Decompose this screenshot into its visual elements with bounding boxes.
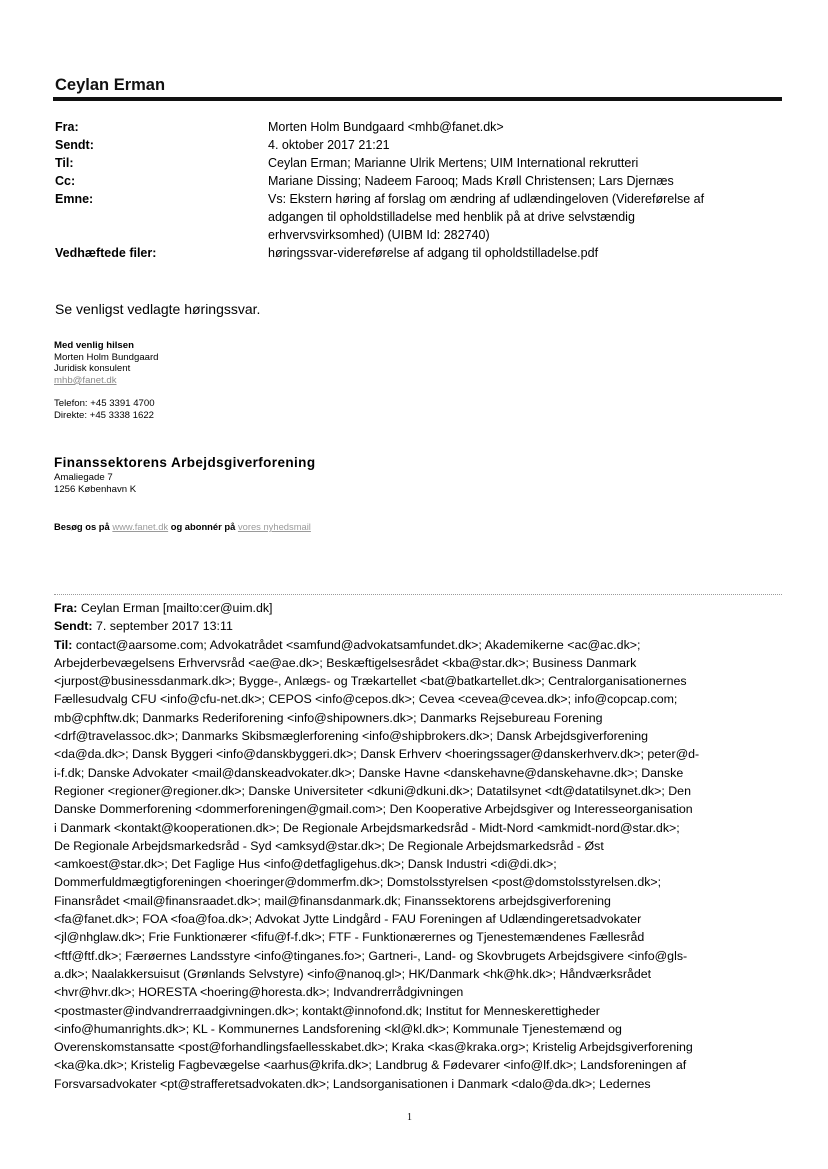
org-name: Finanssektorens Arbejdsgiverforening [54, 455, 316, 470]
orig-sent-label: Sendt: [54, 619, 93, 634]
recipient-line: <hvr@hvr.dk>; HORESTA <hoering@horesta.dk>; Indvandrerrådgivningen [54, 985, 464, 1000]
separator [54, 594, 782, 595]
newsletter-link[interactable]: vores nyhedsmail [237, 521, 311, 532]
signature-greeting: Med venlig hilsen [54, 340, 134, 351]
subject-label: Emne: [55, 192, 94, 206]
orig-sent-line [54, 617, 780, 635]
recipient-line: i Danmark <kontakt@kooperationen.dk>; De Regionale Arbejdsmarkedsråd - Midt-Nord <amkmidt-nord@star.dk>; [54, 820, 680, 835]
sent-value: 4. oktober 2017 21:21 [268, 138, 390, 152]
recipient-line: Regioner <regioner@regioner.dk>; Danske Universiteter <dkuni@dkuni.dk>; Datatilsynet <dt@datatilsynet.dk>; Den [54, 783, 691, 798]
orig-to-line [54, 636, 780, 654]
original-message [54, 599, 780, 1093]
recipient-line: <amkoest@star.dk>; Det Faglige Hus <info@detfagligehus.dk>; Dansk Industri <di@di.dk>; [54, 857, 557, 872]
signature-phone: Telefon: +45 3391 4700 [54, 398, 155, 410]
cc-value: Mariane Dissing; Nadeem Farooq; Mads Krøll Christensen; Lars Djernæs [268, 174, 674, 188]
from-label: Fra: [55, 120, 79, 134]
visit-middle: og abonnér på [170, 521, 236, 532]
recipient-line: <fa@fanet.dk>; FOA <foa@foa.dk>; Advokat Jytte Lindgård - FAU Foreningen af Udlændingeretsadvokater [54, 912, 642, 927]
recipient-line: <da@da.dk>; Dansk Byggeri <info@danskbyggeri.dk>; Dansk Erhverv <hoeringssager@danskerhverv.dk>; peter@d- [54, 747, 700, 762]
recipient-line: Danske Dommerforening <dommerforeningen@gmail.com>; Den Kooperative Arbejdsgiver og Interesseorganisation [54, 802, 693, 817]
header-row-sent [55, 136, 782, 154]
signature [54, 340, 159, 422]
website-link[interactable]: www.fanet.dk [112, 521, 169, 532]
visit-line [54, 521, 311, 532]
recipient-line: <jurpost@businessdanmark.dk>; Bygge-, Anlægs- og Trækartellet <bat@batkartellet.dk>; Centralorganisationernes [54, 674, 687, 689]
org-street: Amaliegade 7 [54, 472, 113, 483]
header-row-attachments [55, 244, 782, 262]
to-value: Ceylan Erman; Marianne Ulrik Mertens; UIM International rekrutteri [268, 156, 639, 170]
title-divider [53, 97, 782, 101]
recipient-line: <info@humanrights.dk>; KL - Kommunernes Landsforening <kl@kl.dk>; Kommunale Tjenestemænd og [54, 1021, 622, 1036]
orig-from-value: Ceylan Erman [mailto:cer@uim.dk] [80, 601, 273, 615]
visit-prefix: Besøg os på [54, 521, 110, 532]
header-row-cc [55, 172, 782, 190]
email-header [55, 118, 782, 262]
to-label: Til: [55, 156, 74, 170]
recipient-line: De Regionale Arbejdsmarkedsråd - Syd <amksyd@star.dk>; De Regionale Arbejdsmarkedsråd - Øst [54, 838, 604, 853]
recipient-line: Fællesudvalg CFU <info@cfu-net.dk>; CEPOS <info@cepos.dk>; Cevea <cevea@cevea.dk>; info@copcap.com; [54, 692, 678, 707]
from-value: Morten Holm Bundgaard <mhb@fanet.dk> [268, 120, 504, 134]
recipient-line: <ftf@ftf.dk>; Færøernes Landsstyre <info@tinganes.fo>; Gartneri-, Land- og Skovbrugets Arbejdsgivere <info@gls- [54, 948, 688, 963]
page-title: Ceylan Erman [55, 76, 166, 94]
orig-sent-value: 7. september 2017 13:11 [96, 619, 233, 634]
orig-from-line [54, 599, 780, 617]
header-row-to [55, 154, 782, 172]
header-row-subject [55, 190, 782, 244]
recipient-line: <jl@nhglaw.dk>; Frie Funktionærer <fifu@f-f.dk>; FTF - Funktionærernes og Tjenestemændenes Fællesråd [54, 930, 645, 945]
recipient-line: <ka@ka.dk>; Kristelig Fagbevægelse <aarhus@krifa.dk>; Landbrug & Fødevarer <info@lf.dk>; Landsforeningen af [54, 1058, 687, 1073]
recipient-line: Overenskomstansatte <post@forhandlingsfaellesskabet.dk>; Kraka <kas@kraka.org>; Kristelig Arbejdsgiverforening [54, 1040, 693, 1055]
attachment-file[interactable]: høringssvar-videreførelse af adgang til opholdstilladelse.pdf [268, 246, 599, 260]
cc-label: Cc: [55, 174, 76, 188]
org-address [54, 472, 136, 495]
recipient-line: Forsvarsadvokater <pt@strafferetsadvokaten.dk>; Landsorganisationen i Danmark <dalo@da.dk>; Ledernes [54, 1076, 651, 1091]
recipient-line: Dommerfuldmægtigforeningen <hoeringer@dommerfm.dk>; Domstolsstyrelsen <post@domstolsstyrelsen.dk>; [54, 875, 662, 890]
recipient-line: a.dk>; Naalakkersuisut (Grønlands Selvstyre) <info@nanoq.gl>; HK/Danmark <hk@hk.dk>; Håndværksrådet [54, 966, 652, 981]
recipient-line: mb@cphftw.dk; Danmarks Rederiforening <info@shipowners.dk>; Danmarks Rejsebureau Forening [54, 710, 603, 725]
page-number: 1 [407, 1112, 412, 1123]
message-body: Se venligst vedlagte høringssvar. [55, 301, 261, 317]
orig-to-label: Til: [54, 637, 73, 652]
signature-direct: Direkte: +45 3338 1622 [54, 409, 155, 421]
recipient-line: i-f.dk; Danske Advokater <mail@danskeadvokater.dk>; Danske Havne <danskehavne@danskehavne.dk>; Danske [54, 765, 684, 780]
subject-value: Vs: Ekstern høring af forslag om ændring af udlændingeloven (Videreførelse af adgangen til opholdstilladelse med henblik på at drive selvstændig erhvervsvirksomhed) (UIBM Id: 282740) [268, 192, 705, 242]
orig-from-label: Fra: [54, 601, 78, 615]
recipient-line: Arbejderbevægelsens Erhvervsråd <ae@ae.dk>; Beskæftigelsesrådet <kba@star.dk>; Business Danmark [54, 655, 637, 670]
sent-label: Sendt: [55, 138, 94, 152]
attachments-label: Vedhæftede filer: [55, 246, 157, 260]
org-city: 1256 København K [54, 483, 137, 495]
header-row-from [55, 118, 782, 136]
recipient-line: <postmaster@indvandrerraadgivningen.dk>; kontakt@innofond.dk; Institut for Menneskerettigheder [54, 1003, 600, 1018]
recipient-line: Finansrådet <mail@finansraadet.dk>; mail@finansdanmark.dk; Finanssektorens arbejdsgiverforening [54, 893, 611, 908]
recipient-line: contact@aarsome.com; Advokatrådet <samfund@advokatsamfundet.dk>; Akademikerne <ac@ac.dk>; [75, 637, 641, 652]
signature-email-link[interactable]: mhb@fanet.dk [54, 374, 117, 386]
signature-role: Juridisk konsulent [54, 363, 131, 375]
signature-name: Morten Holm Bundgaard [54, 351, 159, 363]
recipient-line: <drf@travelassoc.dk>; Danmarks Skibsmæglerforening <info@shipbrokers.dk>; Dansk Arbejdsgiverforening [54, 729, 649, 744]
